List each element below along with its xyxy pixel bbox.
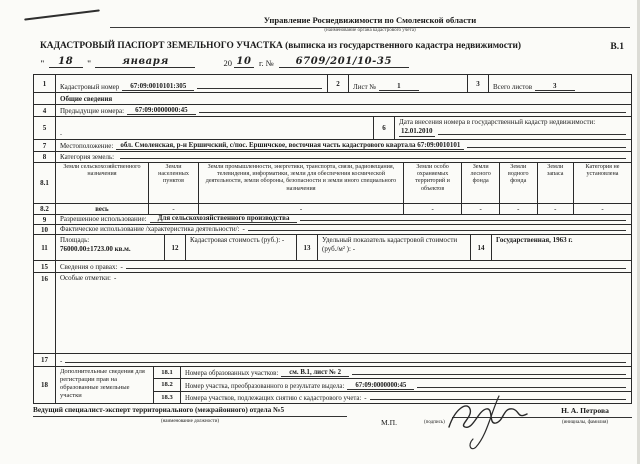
row-additional-info xyxy=(34,366,631,403)
cadastral-number-value: 67:09:0010101:305 xyxy=(122,82,194,91)
cadastral-number-label: Кадастровый номер xyxy=(60,83,120,91)
row-special-notes xyxy=(34,272,631,353)
form-table xyxy=(33,74,632,404)
row-entry-date xyxy=(34,116,631,139)
date-day: 18 xyxy=(58,56,74,67)
row-num-7: 7 xyxy=(34,140,56,151)
cadastral-cost-label: Кадастровая стоимость (руб.): xyxy=(190,236,281,244)
row-5-dash: - xyxy=(60,132,62,138)
row-num-2: 2 xyxy=(327,75,349,92)
land-category-label: Категория земель: xyxy=(60,153,115,161)
blank-line xyxy=(197,88,322,89)
blank-line xyxy=(120,158,626,159)
transformed-parcel-cell xyxy=(181,379,631,390)
handwritten-dash-mark xyxy=(24,9,100,20)
removed-parcels-label: Номера участков, подлежащих снятию с кадастрового учета: xyxy=(185,394,362,402)
permitted-use-label: Разрешенное использование: xyxy=(60,215,147,223)
category-col-protected: Земли особо охраняемых территорий и объектов xyxy=(403,163,462,203)
blank-line xyxy=(65,362,626,363)
location-label: Местоположение: xyxy=(60,142,114,150)
row-num-18: 18 xyxy=(34,367,56,403)
signature-flourish-icon xyxy=(443,393,535,451)
row-17 xyxy=(34,353,631,366)
permitted-use-value: Для сельскохозяйственного производства xyxy=(150,215,298,223)
row-num-17: 17 xyxy=(34,354,56,366)
doc-number-field xyxy=(279,56,409,68)
form-code: В.1 xyxy=(610,41,624,52)
category-value-agricultural: весь xyxy=(95,205,109,213)
signer-name-caption: (инициалы, фамилия) xyxy=(561,420,609,425)
category-value-water: - xyxy=(499,204,537,214)
formed-parcels-cell xyxy=(181,367,631,378)
category-col-industry: Земли промышленности, энергетики, транспорта, связи, радиовещания, телевидения, информатики, земли для обеспечения космической деятельности, земли обороны, безопасности и земли иного специального назначения xyxy=(198,163,403,203)
blank-line xyxy=(126,268,626,269)
row-17-cell xyxy=(56,354,631,366)
blank-line xyxy=(438,134,627,135)
date-line xyxy=(38,55,411,68)
category-value-forest: - xyxy=(461,204,499,214)
category-value-not-set: - xyxy=(573,204,631,214)
transformed-parcel-label: Номер участка, преобразованного в результате выдела: xyxy=(185,382,345,390)
row-num-8-2: 8.2 xyxy=(34,204,56,214)
subrow-transformed-parcel xyxy=(154,378,631,390)
special-notes-label: Особые отметки: xyxy=(60,274,111,282)
sheet-cell xyxy=(349,75,467,92)
blank-line xyxy=(352,374,626,375)
row-land-category xyxy=(34,151,631,162)
subrow-num-18-3: 18.3 xyxy=(154,392,181,403)
sheet-label: Лист № xyxy=(353,83,377,91)
previous-numbers-label: Предыдущие номера: xyxy=(60,107,125,115)
quote-close: " xyxy=(86,58,92,68)
general-info-label: Общие сведения xyxy=(60,95,113,103)
date-century: 20 xyxy=(223,58,232,68)
date-day-field xyxy=(49,56,83,68)
signer-position-title: Ведущий специалист-эксперт территориального (межрайонного) отдела №5 xyxy=(33,405,347,417)
cadastral-number-cell xyxy=(56,75,327,92)
row-num-4: 4 xyxy=(34,105,56,116)
row-area-cost xyxy=(34,234,631,260)
actual-use-cell xyxy=(56,225,631,234)
area-label: Площадь: xyxy=(60,236,90,244)
org-name: Управление Роснедвижимости по Смоленской области xyxy=(110,15,630,28)
entry-date-value: 12.01.2010 xyxy=(401,126,433,135)
row-permitted-use xyxy=(34,214,631,224)
row-num-11: 11 xyxy=(34,235,56,260)
cadastral-cost-value: - xyxy=(281,236,285,244)
formed-parcels-value: см. В.1, лист № 2 xyxy=(281,369,349,377)
date-month: января xyxy=(122,56,169,67)
row-num-6: 6 xyxy=(373,117,395,139)
subrow-removed-parcels xyxy=(154,391,631,403)
subrow-num-18-1: 18.1 xyxy=(154,367,181,378)
row-rights-info xyxy=(34,260,631,272)
row-num-blank xyxy=(34,93,56,104)
land-category-cell xyxy=(56,152,631,162)
row-num-5: 5 xyxy=(34,117,56,139)
rights-info-value: - xyxy=(120,263,123,271)
additional-info-subtable xyxy=(154,367,631,403)
unit-cost-label: Удельный показатель кадастровой стоимости (руб./м² ): xyxy=(322,236,458,253)
blank-line xyxy=(417,387,626,388)
cadastral-cost-cell xyxy=(186,235,296,260)
unit-cost-value: - xyxy=(352,244,356,253)
stamp-place-label: М.П. xyxy=(381,418,398,427)
row-actual-use xyxy=(34,224,631,234)
signature-caption: (подпись) xyxy=(424,420,445,425)
category-value-settlements: - xyxy=(148,204,198,214)
signer-name: Н. А. Петрова xyxy=(561,406,609,415)
date-year-field xyxy=(234,56,254,68)
quote-open: " xyxy=(40,58,45,68)
area-value: 76000.00±1723.00 кв.м. xyxy=(60,244,131,253)
row-num-1: 1 xyxy=(34,75,56,92)
additional-info-label: Дополнительные сведения для регистрации прав на образованные земельные участки xyxy=(56,367,154,403)
blank-line xyxy=(248,230,626,231)
row-num-12: 12 xyxy=(164,235,186,260)
category-col-not-set: Категория не установлена xyxy=(573,163,631,203)
rights-info-label: Сведения о правах: xyxy=(60,263,118,271)
actual-use-label: Фактическое использование /характеристика деятельности/: xyxy=(60,225,240,233)
date-month-field xyxy=(95,56,195,68)
category-value-protected: - xyxy=(403,204,462,214)
row-category-values xyxy=(34,203,631,214)
row-num-3: 3 xyxy=(467,75,489,92)
row-num-10: 10 xyxy=(34,225,56,234)
previous-numbers-cell xyxy=(56,105,631,116)
category-col-forest: Земли лесного фонда xyxy=(461,163,499,203)
row-category-headers xyxy=(34,162,631,203)
row-num-8-1: 8.1 xyxy=(34,163,56,203)
row-num-15: 15 xyxy=(34,261,56,272)
total-sheets-label: Всего листов xyxy=(493,83,533,91)
removed-parcels-cell xyxy=(181,392,631,403)
blank-line xyxy=(300,220,626,221)
transformed-parcel-value: 67:09:0000000:45 xyxy=(347,382,414,390)
subrow-num-18-2: 18.2 xyxy=(154,379,181,390)
row-num-14: 14 xyxy=(470,235,492,260)
date-year-suffix: г. № xyxy=(258,58,274,68)
category-value-reserve: - xyxy=(537,204,573,214)
category-col-reserve: Земли запаса xyxy=(537,163,573,203)
org-caption: (наименование органа кадастрового учета) xyxy=(324,28,416,33)
location-cell xyxy=(56,140,631,151)
document-title: КАДАСТРОВЫЙ ПАСПОРТ ЗЕМЕЛЬНОГО УЧАСТКА (выписка из государственного кадастра недвижимости) xyxy=(40,41,521,51)
signer-position-caption: (наименование должности) xyxy=(160,419,220,424)
row-cadastral-number xyxy=(34,75,631,92)
removed-parcels-value: - xyxy=(364,394,367,402)
rights-info-cell xyxy=(56,261,631,272)
entry-date-cell xyxy=(395,117,631,139)
blank-line xyxy=(467,147,626,148)
permitted-use-cell xyxy=(56,215,631,224)
row-location xyxy=(34,139,631,151)
row-5-empty-cell xyxy=(56,117,373,139)
category-col-water: Земли водного фонда xyxy=(499,163,537,203)
total-sheets-value: 3 xyxy=(535,82,575,91)
row-17-value: - xyxy=(60,357,63,365)
row-general-info xyxy=(34,92,631,104)
coordinate-system-value: Государственная, 1963 г. xyxy=(496,236,573,244)
special-notes-value: - xyxy=(113,274,117,282)
sheet-value: 1 xyxy=(379,82,419,91)
category-col-settlements: Земли населенных пунктов xyxy=(148,163,198,203)
formed-parcels-label: Номера образованных участков: xyxy=(185,370,279,378)
previous-numbers-value: 67:09:0000000:45 xyxy=(127,106,196,115)
special-notes-cell xyxy=(56,273,631,353)
row-num-13: 13 xyxy=(296,235,318,260)
category-col-agricultural: Земли сельскохозяйственного назначения xyxy=(63,164,141,178)
date-year: 10 xyxy=(236,56,252,67)
total-sheets-cell xyxy=(489,75,631,92)
entry-date-label: Дата внесения номера в государственный кадастр недвижимости: xyxy=(399,118,596,126)
row-num-8: 8 xyxy=(34,152,56,162)
category-value-industry: - xyxy=(198,204,403,214)
row-num-16: 16 xyxy=(34,273,56,353)
doc-number: 6709/201/10-35 xyxy=(295,56,393,67)
blank-line xyxy=(199,112,626,113)
row-previous-numbers xyxy=(34,104,631,116)
area-cell xyxy=(56,235,164,260)
unit-cost-cell xyxy=(318,235,470,260)
location-value: обл. Смоленская, р-н Ершичский, с/пос. Ершичское, восточная часть кадастрового квартала 67:09:0010101 xyxy=(116,141,464,150)
actual-use-value: - xyxy=(242,225,245,233)
subrow-formed-parcels xyxy=(154,367,631,378)
row-num-9: 9 xyxy=(34,215,56,224)
